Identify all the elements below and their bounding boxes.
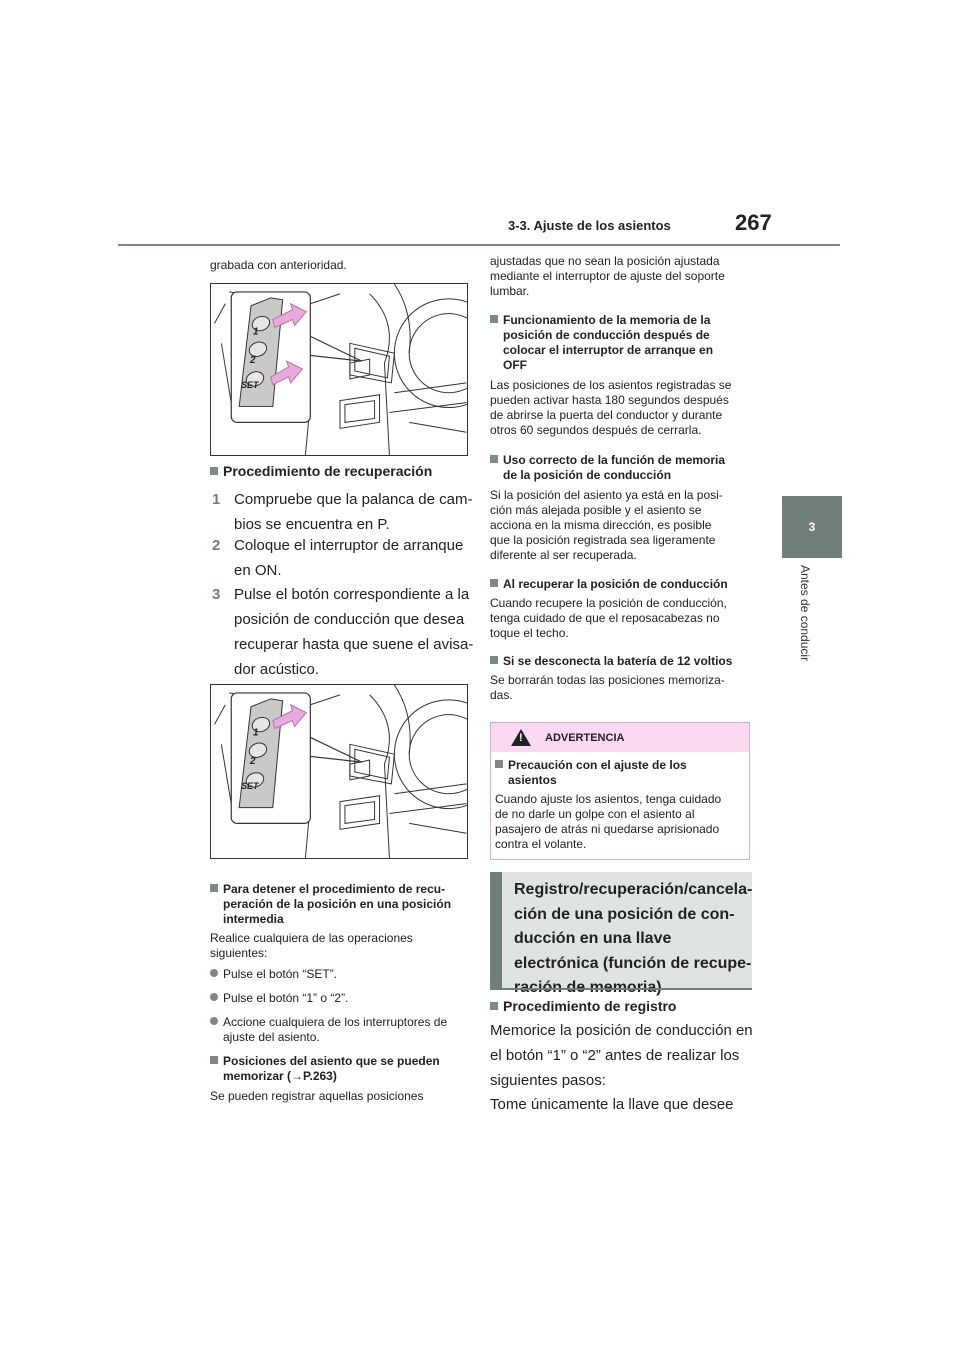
positions-text: Se pueden registrar aquellas posiciones [210,1089,424,1103]
step-line: bios se encuentra en P. [234,516,390,533]
recovery-heading [210,463,432,479]
step-line: Coloque el interruptor de arranque [234,537,464,554]
warning-text [491,788,749,852]
bullet-item [210,1015,447,1045]
square-bullet-icon [490,455,498,463]
text-line: el botón “1” o “2” antes de realizar los [490,1047,740,1064]
dot-bullet-icon [210,969,218,977]
button-1-label: 1 [253,326,259,338]
square-bullet-icon [490,656,498,664]
section-heading-box [490,872,752,988]
intro-text: grabada con anterioridad. [210,258,347,272]
text-line: siguientes pasos: [490,1072,606,1089]
text-line: siguientes: [210,946,268,960]
step-number: 1 [212,491,221,508]
bullet-text: Accione cualquiera de los interruptores de [223,1015,448,1029]
text-line: ajustadas que no sean la posición ajustada [490,254,720,268]
text-line: das. [490,688,513,702]
section-heading-line: electrónica (función de recupe- [514,954,752,972]
text-line: otros 60 segundos después de cerrarla. [490,423,702,437]
square-bullet-icon [490,1002,498,1010]
text-line: pasajero de atrás ni quedarse aprisionado [495,822,720,836]
step-number: 3 [212,586,221,603]
last-line: Tome únicamente la llave que desee [490,1096,734,1113]
heading-line: Precaución con el ajuste de los [508,758,687,772]
text-line: pueden activar hasta 180 segundos después [490,393,729,407]
warning-header [491,723,749,752]
text-line: de abrirse la puerta del conductor y durante [490,408,723,422]
text-line: Si la posición del asiento ya está en la posi- [490,488,723,502]
section-heading-line: ción de una posición de con- [514,905,735,923]
chapter-title: Antes de conducir [798,565,812,662]
square-bullet-icon [210,467,218,475]
bullet-text: ajuste del asiento. [223,1030,320,1044]
square-bullet-icon [210,884,218,892]
bullet-item [210,967,337,982]
step-line: dor acústico. [234,661,320,678]
heading-line: Para detener el procedimiento de recu- [223,882,446,896]
section-heading-line: ducción en una llave [514,930,672,947]
heading-text: Procedimiento de registro [503,998,677,1014]
warning-triangle-icon [511,729,531,746]
step-line: recuperar hasta que suene el avisa- [234,636,474,653]
register-heading [490,998,676,1014]
button-2-label: 2 [250,756,256,768]
heading-line: colocar el interruptor de arranque en [503,343,714,357]
correct-use-text [490,488,723,563]
heading-line: intermedia [223,912,284,926]
continuation-text [490,254,725,299]
square-bullet-icon [495,760,503,768]
heading-line: memorizar (→P.263) [223,1069,337,1083]
section-heading-line: Registro/recuperación/cancela- [514,881,753,898]
step-line: Compruebe que la palanca de cam- [234,491,473,508]
text-line: tenga cuidado de que el reposacabezas no [490,611,720,625]
figure-2-svg [211,685,467,858]
chapter-label [797,565,813,685]
step-line: Pulse el botón correspondiente a la [234,586,470,603]
text-line: Memorice la posición de conducción en [490,1022,753,1039]
bullet-text: Pulse el botón “SET”. [223,967,338,981]
section-rule [490,988,752,990]
bullet-item [210,991,348,1006]
text-line: toque el techo. [490,626,569,640]
heading-text: Al recuperar la posición de conducción [503,577,728,591]
stop-heading [210,882,451,927]
stop-text [210,931,413,961]
button-2-label: 2 [250,355,256,367]
figure-memory-buttons-1 [210,283,468,456]
step-line: posición de conducción que desea [234,611,465,628]
text-line: lumbar. [490,284,530,298]
text-line: de no darle un golpe con el asiento al [495,807,695,821]
text-line: Cuando recupere la posición de conducción, [490,596,727,610]
section-title: 3-3. Ajuste de los asientos [508,218,671,233]
heading-line: OFF [503,358,527,372]
header-rule [118,244,840,246]
text-line: Las posiciones de los asientos registradas se [490,378,732,392]
text-line: Cuando ajuste los asientos, tenga cuidado [495,792,722,806]
step-3 [212,582,473,682]
recover-text [490,596,727,641]
heading-line: asientos [508,773,557,787]
register-text [490,1018,753,1093]
heading-line: Uso correcto de la función de memoria [503,453,726,467]
button-set-label: SET [241,780,259,791]
chapter-number: 3 [808,520,816,534]
text-line: Se borrarán todas las posiciones memoriza- [490,673,725,687]
heading-line: de la posición de conducción [503,468,672,482]
step-line: en ON. [234,562,282,579]
chapter-tab [782,496,842,558]
memory-heading [490,313,713,373]
recovery-heading-text: Procedimiento de recuperación [223,463,433,479]
dot-bullet-icon [210,1017,218,1025]
battery-heading [490,654,732,669]
warning-box [490,722,750,860]
square-bullet-icon [490,579,498,587]
heading-text: Si se desconecta la batería de 12 voltios [503,654,733,668]
positions-heading [210,1054,440,1084]
correct-use-heading [490,453,725,483]
text-line: ción más alejada posible y el asiento se [490,503,702,517]
button-1-label: 1 [252,727,259,739]
heading-line: Funcionamiento de la memoria de la [503,313,711,327]
heading-line: peración de la posición en una posición [223,897,452,911]
page-number: 267 [735,210,772,235]
battery-text [490,673,725,703]
step-1 [212,487,472,537]
heading-line: posición de conducción después de [503,328,710,342]
figure-memory-buttons-2 [210,684,468,859]
heading-line: Posiciones del asiento que se pueden [223,1054,440,1068]
text-line: que la posición registrada sea ligeramente [490,533,716,547]
recover-heading [490,577,728,592]
button-set-label: SET [241,379,259,390]
figure-1-svg [211,284,467,455]
dot-bullet-icon [210,993,218,1001]
text-line: acciona en la misma dirección, es posible [490,518,712,532]
square-bullet-icon [490,315,498,323]
memory-text [490,378,731,438]
text-line: Realice cualquiera de las operaciones [210,931,413,945]
warning-title: ADVERTENCIA [545,731,625,744]
square-bullet-icon [210,1056,218,1064]
text-line: mediante el interruptor de ajuste del soporte [490,269,725,283]
warning-heading [491,752,749,788]
text-line: diferente al ser recuperada. [490,548,637,562]
bullet-text: Pulse el botón “1” o “2”. [223,991,349,1005]
step-number: 2 [212,537,221,554]
text-line: contra el volante. [495,837,587,851]
step-2 [212,533,463,583]
